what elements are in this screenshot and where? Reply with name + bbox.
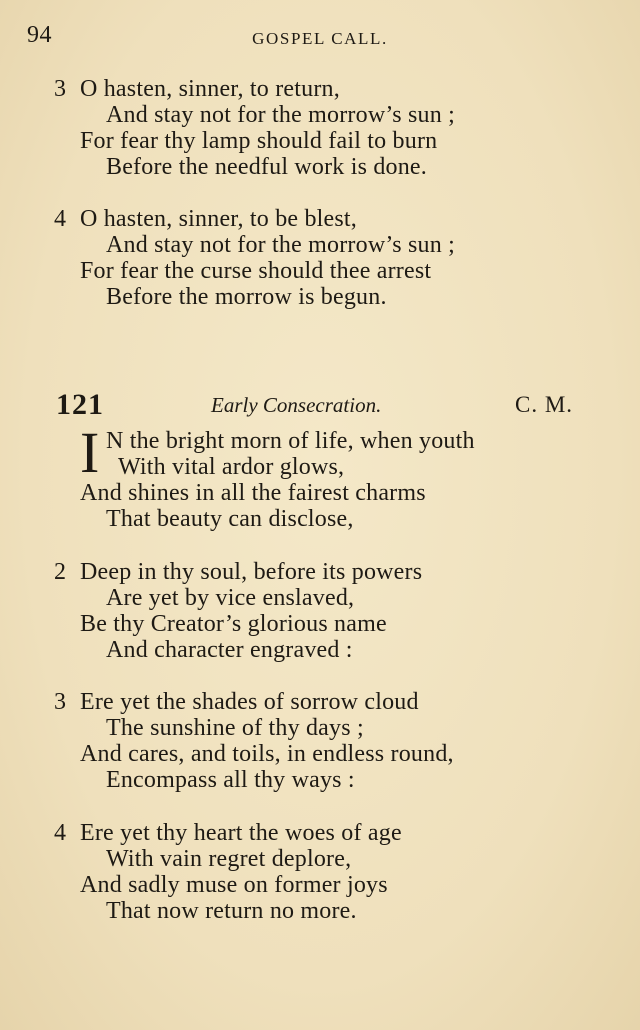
stanza-line: And stay not for the morrow’s sun ;: [106, 232, 455, 258]
stanza-line: And stay not for the morrow’s sun ;: [106, 102, 455, 128]
running-title: GOSPEL CALL.: [252, 29, 388, 48]
stanza-line: Deep in thy soul, before its powers: [80, 559, 423, 585]
hymn-title: Early Consecration.: [211, 393, 382, 417]
page-number: 94: [27, 22, 52, 48]
stanza-number: 3: [54, 689, 66, 715]
stanza-line: O hasten, sinner, to be blest,: [80, 206, 357, 232]
stanza-line: Before the needful work is done.: [106, 154, 427, 180]
stanza-line: And sadly muse on former joys: [80, 872, 388, 898]
stanza-line: That beauty can disclose,: [106, 506, 354, 532]
stanza-line: That now return no more.: [106, 898, 357, 924]
hymn-meter: C. M.: [515, 392, 574, 417]
stanza-line: Ere yet thy heart the woes of age: [80, 820, 402, 846]
stanza-line: Encompass all thy ways :: [106, 767, 355, 793]
stanza-line: For fear the curse should thee arrest: [80, 258, 432, 284]
drop-cap: I: [80, 420, 100, 485]
stanza-number: 4: [54, 206, 66, 232]
stanza-line: Are yet by vice enslaved,: [106, 585, 355, 611]
stanza-line: For fear thy lamp should fail to burn: [80, 128, 438, 154]
stanza-number: 4: [54, 820, 66, 846]
stanza-line: N the bright morn of life, when youth: [106, 428, 475, 454]
hymn-number: 121: [56, 388, 104, 421]
stanza-line: And cares, and toils, in endless round,: [80, 741, 454, 767]
stanza-line: Ere yet the shades of sorrow cloud: [80, 689, 419, 715]
stanza-line: O hasten, sinner, to return,: [80, 76, 340, 102]
stanza-line: And shines in all the fairest charms: [80, 480, 426, 506]
stanza-line: Be thy Creator’s glorious name: [80, 611, 387, 637]
stanza-line: And character engraved :: [106, 637, 353, 663]
stanza-number: 2: [54, 559, 66, 585]
stanza-line: The sunshine of thy days ;: [106, 715, 364, 741]
stanza-number: 3: [54, 76, 66, 102]
stanza-line: With vain regret deplore,: [106, 846, 352, 872]
stanza-line: With vital ardor glows,: [118, 454, 345, 480]
stanza-line: Before the morrow is begun.: [106, 284, 387, 310]
